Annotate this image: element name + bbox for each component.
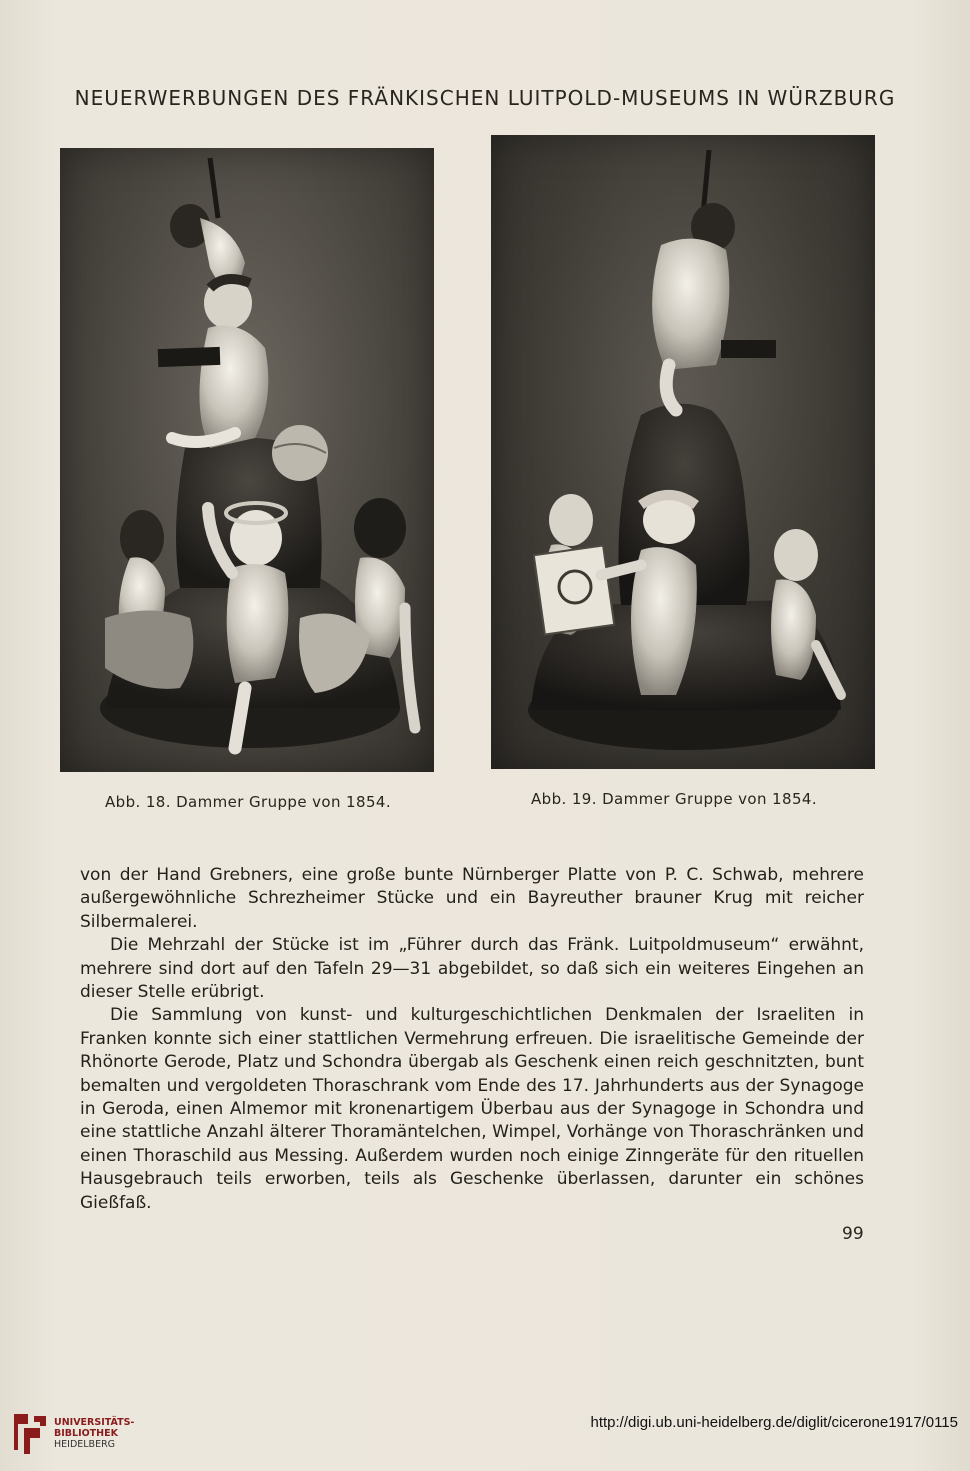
figure-18-caption: Abb. 18. Dammer Gruppe von 1854. [105,793,392,811]
figure-18-photo [60,148,434,772]
library-line-2: BIBLIOTHEK [54,1428,118,1439]
figure-19-caption: Abb. 19. Dammer Gruppe von 1854. [531,790,818,808]
library-name [54,1417,134,1450]
running-head: NEUERWERBUNGEN DES FRÄNKISCHEN LUITPOLD-MUSEUMS IN WÜRZBURG [74,86,896,110]
body-text [80,864,864,1215]
paragraph-1: von der Hand Grebners, eine große bunte Nürnberger Platte von P. C. Schwab, mehrere außergewöhnliche Schrezheimer Stücke und ein Bayreuther brauner Krug mit reicher Silbermalerei. [80,865,864,932]
source-url[interactable]: http://digi.ub.uni-heidelberg.de/diglit/cicerone1917/0115 [590,1414,958,1431]
figure-19-illustration [491,135,875,769]
figure-19-photo [491,135,875,769]
paragraph-3: Die Sammlung von kunst- und kulturgeschichtlichen Denkmalen der Israeliten in Franken konnte sich einer stattlichen Vermehrung erfreuen. Die israelitische Gemeinde der Rhönorte Gerode, Platz und Schondra übergab als Geschenk einen reich geschnitzten, bunt bemalten und vergoldeten Thoraschrank vom Ende des 17. Jahrhunderts aus der Synagoge in Geroda, einen Almemor mit kronenartigem Überbau aus der Synagoge in Schondra und eine stattliche Anzahl älterer Thoramäntelchen, Wimpel, Vorhänge von Thoraschränken und einen Thoraschild aus Messing. Außerdem wurden noch einige Zinngeräte für den rituellen Hausgebrauch teils erworben, teils als Geschenke überlassen, darunter ein schönes Gießfaß. [80,1005,864,1213]
library-line-3: HEIDELBERG [54,1439,116,1450]
figure-18-illustration [60,148,434,772]
library-line-1: UNIVERSITÄTS- [54,1417,135,1428]
university-library-logo-icon [10,1410,50,1456]
page-number: 99 [842,1224,864,1244]
paragraph-2: Die Mehrzahl der Stücke ist im „Führer durch das Fränk. Luitpoldmuseum“ erwähnt, mehrere sind dort auf den Tafeln 29—31 abgebildet, so daß sich ein weiteres Eingehen an dieser Stelle erübrigt. [80,935,864,1003]
